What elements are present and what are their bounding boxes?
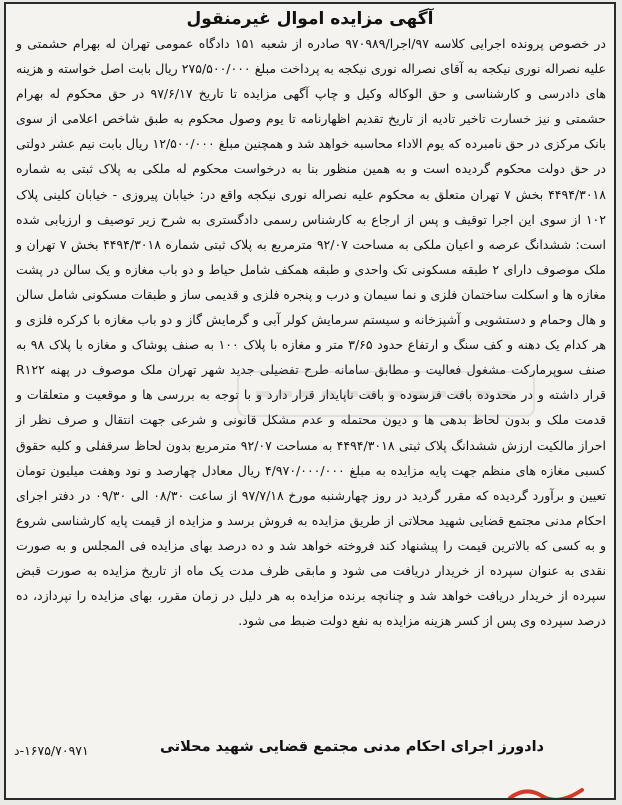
reference-code: ۱۶۷۵/۷۰۹۷۱-د (14, 743, 89, 758)
red-stamp-mark (506, 784, 586, 800)
notice-body: در خصوص پرونده اجرایی کلاسه ۹۷/اجرا/۹۷۰۹۸۹ صادره از شعبه ۱۵۱ دادگاه عمومی تهران له بهرام حشمتی و علیه نصراله نوری نیکجه به آقای نصراله نوری نیکجه به پرداخت مبلغ ۲۷۵/۵۰۰/۰۰۰ ریال بابت اصل خواسته و هزینه های دادرسی و کارشناسی و حق الوکاله وکیل و چاپ آگهی مزایده تا تاریخ ۹۷/۶/۱۷ در حق محکوم له بهرام حشمتی و نیز خسارت تاخیر تادیه از تاریخ تقدیم اظهارنامه تا یوم وصول محکوم به طبق شاخص اعلامی از سوی بانک مرکزی در حق نامبرده که یوم الاداء محاسبه خواهد شد و همچنین مبلغ ۱۲/۵۰۰/۰۰۰ ریال بابت نیم عشر دولتی در حق دولت محکوم گردیده است و به همین منظور بنا به درخواست محکوم له ملکی به پلاک ثبتی به شماره ۴۴۹۴/۳۰۱۸ بخش ۷ تهران متعلق به محکوم علیه نصراله نوری نیکجه واقع در: خیابان پیروزی - خیابان کلینی پلاک ۱۰۲ از سوی این اجرا توقیف و پس از ارجاع به کارشناس رسمی دادگستری به شرح زیر توصیف و ارزیابی شده است: ششدانگ عرصه و اعیان ملکی به مساحت ۹۲/۰۷ مترمربع به پلاک ثبتی شماره ۴۴۹۴/۳۰۱۸ بخش ۷ تهران و ملک موصوف دارای ۲ طبقه مسکونی تک واحدی و طبقه همکف شامل حیاط و دو باب مغازه و یک سالن در پشت مغازه ها و اسکلت ساختمان فلزی و نما سیمان و درب و پنجره فلزی و قدیمی ساز و طبقات مسکونی شامل سالن و هال وحمام و دستشویی و آشپزخانه و سیستم سرمایش کولر آبی و گرمایش گاز و دو باب مغازه با کرکره فلزی و هر کدام یک دهنه و کف سنگ و ارتفاع حدود ۳/۶۵ متر و مغازه با پلاک ۱۰۰ به صنف پوشاک و مغازه با پلاک ۹۸ به صنف سوپرمارکت مشغول فعالیت و مطابق سامانه طرح تفضیلی جدید شهر تهران ملک موصوف در پهنه R۱۲۲ قرار داشته و در محدوده بافت فرسوده و بافت ناپایدار قرار دارد و با توجه به بررسی ها و موقعیت و متعلقات و قدمت ملک و بدون لحاظ بدهی ها و دیون محتمله و عدم مشکل قانونی و شرعی جهت انتقال و صرف نظر از احراز مالکیت ارزش ششدانگ پلاک ثبتی ۴۴۹۴/۳۰۱۸ به مساحت ۹۲/۰۷ مترمربع بدون لحاظ سرقفلی و کلیه حقوق کسبی مغازه های منظم جهت پایه مزایده به مبلغ ۴/۹۷۰/۰۰۰/۰۰۰ ریال معادل چهارصد و نود وهفت میلیون تومان تعیین و برآورد گردیده که مقرر گردید در روز چهارشنبه مورخ ۹۷/۷/۱۸ از ساعت ۰۸/۳۰ الی ۰۹/۳۰ در دفتر اجرای احکام مدنی مجتمع قضایی شهید محلاتی از طریق مزایده به فروش برسد و مزایده از قیمت پایه کارشناسی شروع و به کسی که بالاترین قیمت را پیشنهاد کند فروخته خواهد شد و ده درصد بهای مزایده فی المجلس و به صورت نقدی به عنوان سپرده از خریدار دریافت می شود و مابقی ظرف مدت یک ماه از تاریخ مزایده به صورت قبض سپرده از خریدار دریافت خواهد شد و چنانچه برنده مزایده به هر دلیل در زمان مقرر، بهای مزایده را نپردازد، ده درصد سپرده وی پس از کسر هزینه مزایده به نفع دولت ضبط می شود. (16, 36, 607, 629)
auction-notice (4, 2, 616, 800)
notice-title: آگهی مزایده اموال غیرمنقول (186, 9, 434, 29)
signature-line: دادورز اجرای احکام مدنی مجتمع قضایی شهید محلاتی (160, 739, 544, 755)
notice-footer (14, 739, 604, 773)
